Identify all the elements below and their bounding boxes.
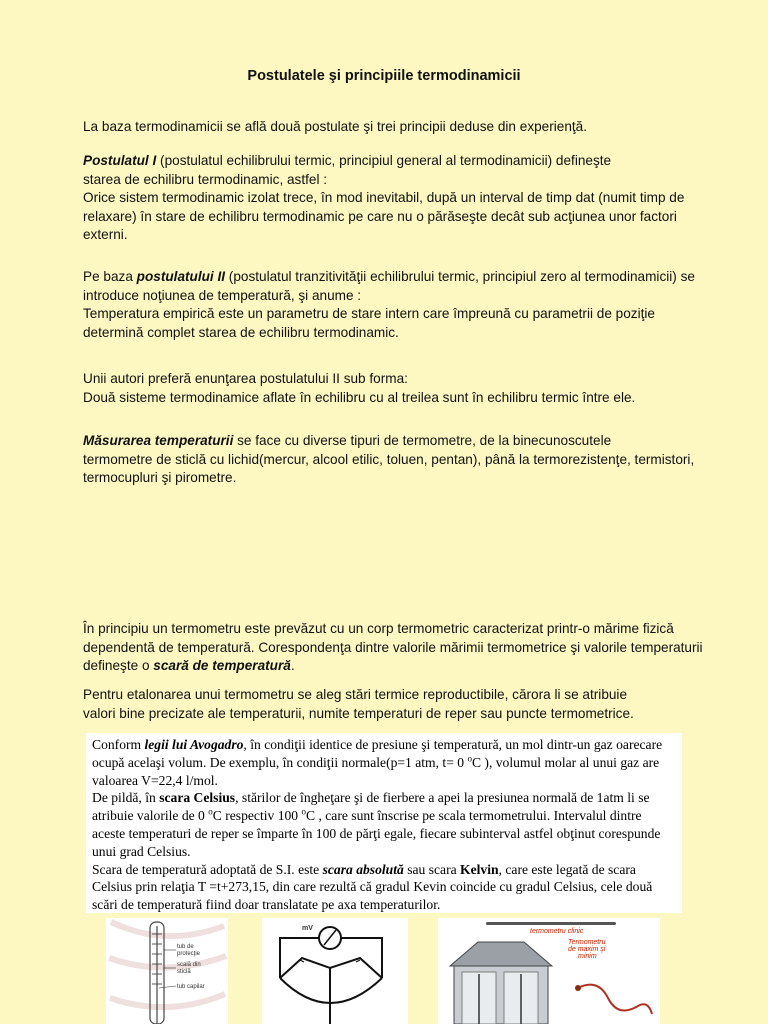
alternate-line1: Unii autori preferă enunţarea postulatului II sub forma:	[83, 371, 408, 386]
label-capillary: tub capilar	[177, 984, 205, 990]
postulat-2-pre: Pe baza	[83, 269, 137, 284]
page-title: Postulatele şi principiile termodinamicii	[247, 68, 521, 84]
degree-mark: o	[208, 806, 213, 817]
avogadro-box	[86, 733, 682, 913]
box-emph-celsius: scara Celsius	[159, 790, 236, 806]
clinical-thermometer-figure	[438, 918, 660, 1024]
box-text: Scara de temperatură adoptată de S.I. este	[92, 861, 323, 877]
calibration-line1: Pentru etalonarea unui termometru se aleg stări termice reproductibile, cărora li se atribuie	[83, 687, 628, 702]
box-text: , care este legată de scara Celsius prin relaţia T =t+273,15, din care rezultă că gradul Kevin coincide cu gradul Celsius, cele două scări de temperatură fiind doar translatate pe axa temperaturilor.	[92, 861, 653, 913]
degree-mark: o	[467, 753, 472, 764]
box-text: , stărilor de îngheţare şi de fierbere a apei la presiunea normală de 1atm li se atribuie valorile de 0	[92, 790, 650, 824]
label-scale-1: scală din	[177, 962, 201, 968]
box-text: sau scara	[403, 861, 461, 877]
postulat-1-line2: starea de echilibru termodinamic, astfel :	[83, 171, 328, 187]
intro-paragraph: La baza termodinamicii se află două postulate şi trei principii deduse din experienţă.	[83, 119, 588, 134]
alternate-line2: Două sisteme termodinamice aflate în echilibru cu al treilea sunt în echilibru termic între ele.	[83, 389, 636, 405]
thermocouple-drawing	[262, 918, 408, 1024]
label-mv: mV	[302, 925, 313, 932]
box-text: C respectiv 100	[212, 808, 302, 824]
calibration-paragraph	[83, 686, 703, 723]
box-text: C ), volumul molar al unui gaz are valoarea V=22,4 l/mol.	[92, 754, 660, 788]
measurement-rest2: termometre de sticlă cu lichid(mercur, alcool etilic, toluen, pentan), până la termorezistenţe, termistori, termocupluri şi pirometre.	[83, 451, 695, 485]
box-text: De pildă, în	[92, 790, 160, 806]
calibration-line2: valori bine precizate ale temperaturii, numite temperaturi de reper sau puncte termometrice.	[83, 705, 634, 721]
principle-paragraph	[83, 620, 703, 676]
label-maxmin-1: Termometru	[568, 939, 606, 946]
degree-mark: o	[301, 806, 306, 817]
postulat-1-name: Postulatul I	[83, 153, 157, 168]
label-scale-2: sticlă	[177, 969, 191, 975]
postulat-1-paragraph	[83, 152, 703, 245]
box-text: C , care sunt înscrise pe scala termometrului. Intervalul dintre aceste temperaturi de reper se împarte în 100 de părţi egale, fiecare subinterval astfel obţinut corespunde unui grad Celsius.	[92, 808, 661, 859]
postulat-2-body: Temperatura empirică este un parametru de stare intern care împreună cu parametrii de poziţie determină complet starea de echilibru termodinamic.	[83, 306, 655, 340]
box-text: Conform	[92, 737, 145, 752]
postulat-2-name: postulatului II	[136, 269, 226, 284]
figure-background	[262, 918, 408, 1024]
measurement-paragraph	[83, 432, 703, 488]
glass-thermometer-drawing	[106, 918, 228, 1024]
box-emph-kelvin: Kelvin	[460, 861, 499, 877]
postulat-1-body: Orice sistem termodinamic izolat trece, în mod inevitabil, după un interval de timp dat (numit timp de relaxare) în stare de echilibru termodinamic pe care nu o părăseşte decât sub acţiunea unor factori externi.	[83, 190, 685, 242]
label-protection-2: protecţie	[177, 951, 201, 957]
probe-tip	[575, 985, 581, 991]
label-clinical: termometru clinic	[530, 928, 584, 935]
measurement-rest1: se face cu diverse tipuri de termometre, de la binecunoscutele	[233, 433, 612, 448]
principle-text: În principiu un termometru este prevăzut cu un corp termometric caracterizat printr-o mărime fizică dependentă de temperatură. Corespondenţa dintre valorile mărimii termometrice şi valorile temperaturii defineşte o	[83, 621, 703, 673]
label-maxmin-3: minim	[578, 953, 597, 960]
postulat-2-paren: (postulatul tranzitivităţii echilibrului termic, principiul zero al termodinamicii) se introduce noţiunea de temperatură, şi anume :	[83, 269, 695, 303]
box-emph-absolute: scara absolută	[322, 861, 404, 877]
clinical-thermometer	[486, 922, 616, 925]
box-text: , în condiţii identice de presiune şi temperatură, un mol dintr-un gaz oarecare ocupă acelaşi volum. De exemplu, în condiţii normale(p=1 atm, t= 0	[92, 737, 663, 770]
label-protection-1: tub de	[177, 944, 194, 950]
label-maxmin-2: de maxim şi	[568, 946, 606, 953]
thermocouple-figure	[262, 918, 408, 1024]
postulat-2-paragraph	[83, 268, 703, 342]
principle-emph: scară de temperatură	[153, 658, 291, 673]
glass-thermometer-figure	[106, 918, 228, 1024]
clinical-thermometer-drawing	[438, 918, 660, 1024]
postulat-1-paren: (postulatul echilibrului termic, principiul general al termodinamicii) defineşte	[156, 153, 612, 168]
box-emph-avogadro: legii lui Avogadro	[144, 737, 244, 752]
principle-end: .	[290, 658, 295, 673]
measurement-name: Măsurarea temperaturii	[83, 433, 234, 448]
alternate-form-paragraph	[83, 370, 703, 407]
